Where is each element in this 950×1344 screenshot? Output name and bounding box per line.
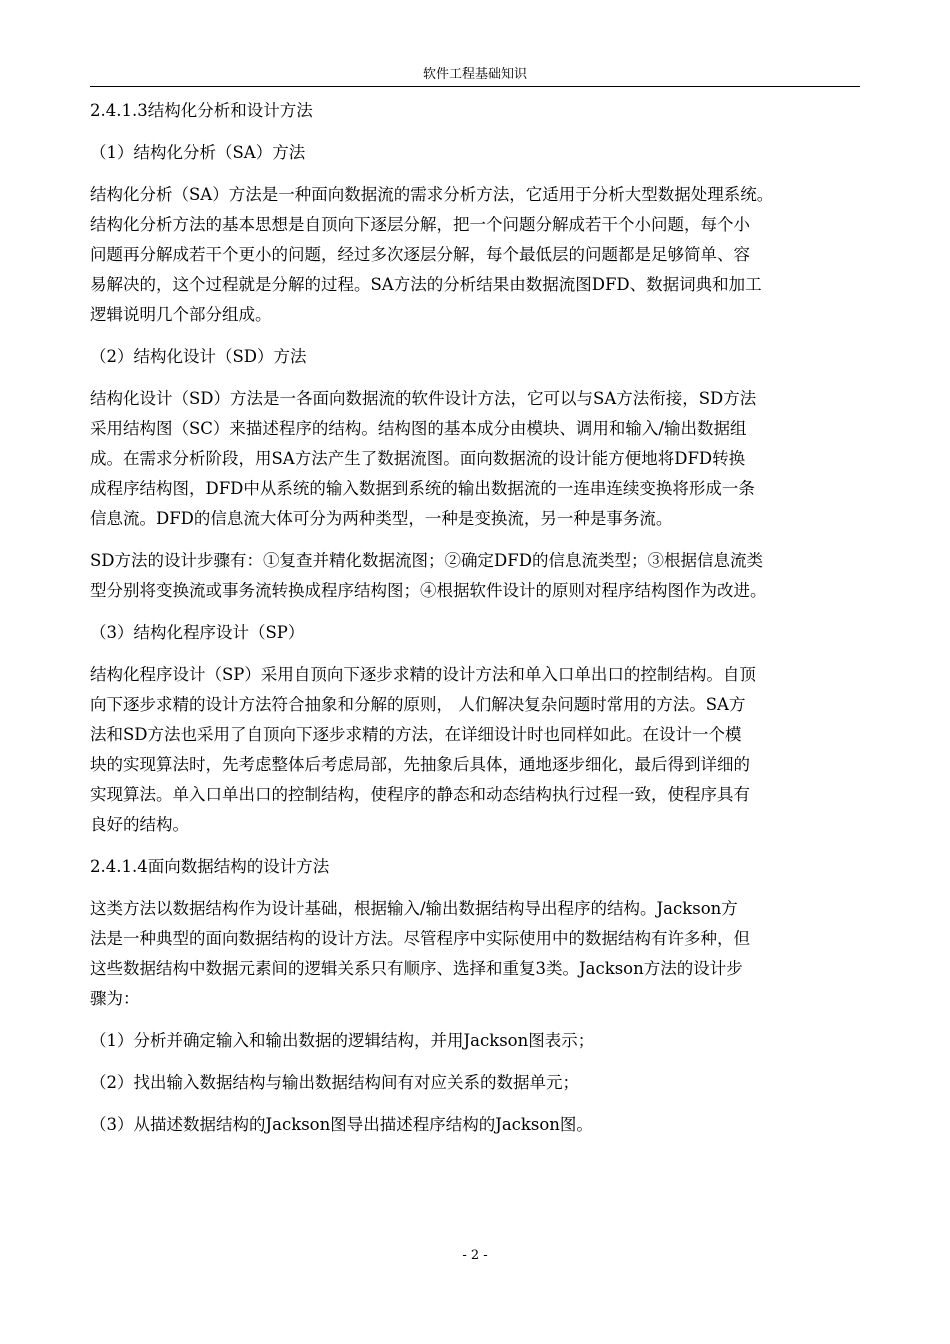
text-line: 向下逐步求精的设计方法符合抽象和分解的原则， 人们解决复杂问题时常用的方法。SA方 bbox=[90, 695, 746, 714]
page-header bbox=[90, 64, 860, 87]
paragraph-sd-steps bbox=[90, 546, 870, 606]
text-line: 2.4.1.3结构化分析和设计方法 bbox=[90, 101, 313, 120]
page-number bbox=[0, 1248, 950, 1263]
text-line: 法是一种典型的面向数据结构的设计方法。尽管程序中实际使用中的数据结构有许多种，但 bbox=[90, 929, 750, 948]
text-line: 结构化分析（SA）方法是一种面向数据流的需求分析方法，它适用于分析大型数据处理系统。 bbox=[90, 185, 774, 204]
text-line: （2）结构化设计（SD）方法 bbox=[90, 347, 307, 366]
subheading-sp bbox=[90, 618, 870, 648]
paragraph-jackson bbox=[90, 894, 870, 1014]
text-line: 这些数据结构中数据元素间的逻辑关系只有顺序、选择和重复3类。Jackson方法的设计步 bbox=[90, 959, 743, 978]
text-line: 采用结构图（SC）来描述程序的结构。结构图的基本成分由模块、调用和输入/输出数据组 bbox=[90, 419, 747, 438]
section-heading-2-4-1-3 bbox=[90, 96, 870, 126]
text-line: 信息流。DFD的信息流大体可分为两种类型，一种是变换流，另一种是事务流。 bbox=[90, 509, 673, 528]
text-line: 骤为： bbox=[90, 989, 140, 1008]
text-line: 良好的结构。 bbox=[90, 815, 189, 834]
jackson-step-1 bbox=[90, 1026, 870, 1056]
text-line: 块的实现算法时，先考虑整体后考虑局部，先抽象后具体，通地逐步细化，最后得到详细的 bbox=[90, 755, 750, 774]
text-line: 成。在需求分析阶段，用SA方法产生了数据流图。面向数据流的设计能方便地将DFD转换 bbox=[90, 449, 746, 468]
paragraph-sp bbox=[90, 660, 870, 840]
text-line: 结构化程序设计（SP）采用自顶向下逐步求精的设计方法和单入口单出口的控制结构。自顶 bbox=[90, 665, 756, 684]
text-line: 实现算法。单入口单出口的控制结构，使程序的静态和动态结构执行过程一致，使程序具有 bbox=[90, 785, 750, 804]
page-number-text: - 2 - bbox=[462, 1248, 488, 1263]
jackson-step-2 bbox=[90, 1068, 870, 1098]
paragraph-sa-method bbox=[90, 180, 870, 330]
text-line: 结构化设计（SD）方法是一各面向数据流的软件设计方法，它可以与SA方法衔接，SD方法 bbox=[90, 389, 757, 408]
text-line: 法和SD方法也采用了自顶向下逐步求精的方法，在详细设计时也同样如此。在设计一个模 bbox=[90, 725, 742, 744]
text-line: 这类方法以数据结构作为设计基础，根据输入/输出数据结构导出程序的结构。Jackson方 bbox=[90, 899, 738, 918]
text-line: 问题再分解成若干个更小的问题，经过多次逐层分解，每个最低层的问题都是足够简单、容 bbox=[90, 245, 750, 264]
text-line: 型分别将变换流或事务流转换成程序结构图；④根据软件设计的原则对程序结构图作为改进。 bbox=[90, 581, 767, 600]
text-line: 逻辑说明几个部分组成。 bbox=[90, 305, 272, 324]
subheading-sa-method bbox=[90, 138, 870, 168]
section-heading-2-4-1-4 bbox=[90, 852, 870, 882]
text-line: 易解决的，这个过程就是分解的过程。SA方法的分析结果由数据流图DFD、数据词典和加工 bbox=[90, 275, 762, 294]
text-line: 2.4.1.4面向数据结构的设计方法 bbox=[90, 857, 330, 876]
text-line: 结构化分析方法的基本思想是自顶向下逐层分解，把一个问题分解成若干个小问题，每个小 bbox=[90, 215, 750, 234]
paragraph-sd-method bbox=[90, 384, 870, 534]
text-line: SD方法的设计步骤有：①复查并精化数据流图；②确定DFD的信息流类型；③根据信息流类 bbox=[90, 551, 763, 570]
header-title: 软件工程基础知识 bbox=[422, 67, 527, 82]
text-line: （3）从描述数据结构的Jackson图导出描述程序结构的Jackson图。 bbox=[90, 1115, 593, 1134]
jackson-step-3 bbox=[90, 1110, 870, 1140]
text-line: （3）结构化程序设计（SP） bbox=[90, 623, 305, 642]
text-line: （1）结构化分析（SA）方法 bbox=[90, 143, 306, 162]
document-body bbox=[90, 96, 870, 1152]
subheading-sd-method bbox=[90, 342, 870, 372]
text-line: （2）找出输入数据结构与输出数据结构间有对应关系的数据单元； bbox=[90, 1073, 579, 1092]
text-line: （1）分析并确定输入和输出数据的逻辑结构，并用Jackson图表示； bbox=[90, 1031, 595, 1050]
text-line: 成程序结构图，DFD中从系统的输入数据到系统的输出数据流的一连串连续变换将形成一条 bbox=[90, 479, 755, 498]
